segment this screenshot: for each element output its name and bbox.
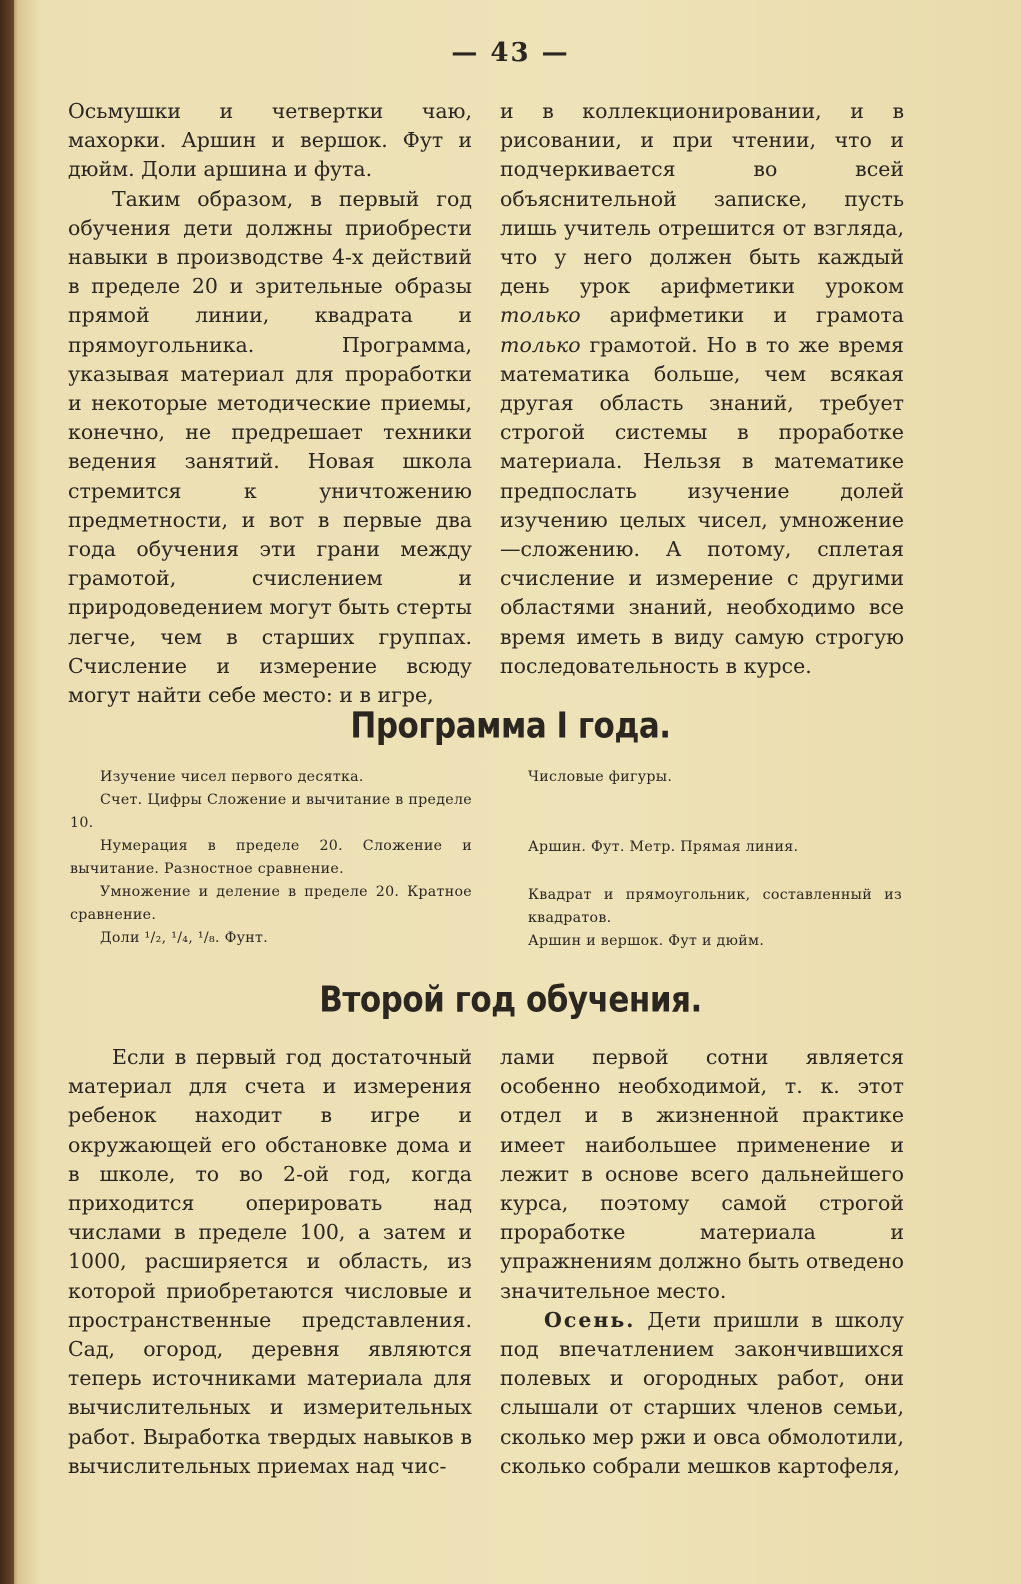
paragraph: Таким образом, в первый год обучения дети должны приобрести навыки в производстве 4-х действий в пределе 20 и зрительные образы прямой линии, квадрата и прямоугольника. Программа, указывая материал для проработки и некоторые методические приемы, конечно, не предрешает техники ведения занятий. Новая школа стремится к уничтожению предметности, и вот в первые два года обучения эти грани между грамотой, счислением и природоведением могут быть стерты легче, чем в старших группах. Счисление и измерение всюду могут найти себе место: и в игре,	[68, 186, 472, 708]
top-right-column	[500, 97, 904, 681]
book-spine	[0, 0, 14, 1584]
emphasis: только	[500, 303, 581, 328]
paragraph: лами первой сотни является особенно необходимой, т. к. этот отдел и в жизненной практике имеет наибольшее применение и лежит в основе всего дальнейшего курса, поэтому самой строгой проработке материала и упражнениям должно быть отведено значительное место.	[500, 1045, 904, 1303]
paragraph: Если в первый год достаточный материал для счета и измерения ребенок находит в игре и окружающей его обстановке дома и в школе, то во 2-ой год, когда приходится оперировать над числами в пределе 100, а затем и 1000, расширяется и область, из которой приобретаются числовые и пространственные представления. Сад, огород, деревня являются теперь источниками материала для вычислительных и измерительных работ. Выработка твердых навыков в вычислительных приемах над чис-	[68, 1045, 472, 1478]
top-left-column	[68, 97, 472, 710]
program-item: Счет. Цифры Сложение и вычитание в пределе 10.	[70, 792, 472, 831]
emphasis: только	[500, 332, 581, 357]
paragraph	[500, 1306, 904, 1481]
program-item: Числовые фигуры.	[528, 769, 673, 785]
program-item: Аршин. Фут. Метр. Прямая линия.	[528, 839, 799, 855]
text-run: грамотой. Но в то же время математика больше, чем всякая другая область знаний, требует строгой системы в проработке материала. Нельзя в математике предпослать изучение долей изучению целых чисел, умножение—сложению. А потому, сплетая счисление и измерение с другими областями знаний, необходимо все время иметь в виду самую строгую последовательность в курсе.	[500, 332, 904, 678]
text-run: Дети пришли в школу под впечатлением закончившихся полевых и огородных работ, они слышали от старших членов семьи, сколько мер ржи и овса обмолотили, сколько собрали мешков картофеля,	[500, 1307, 904, 1478]
paragraph	[500, 97, 904, 681]
program-heading: Программа I года.	[350, 705, 671, 747]
page-number: — 43 —	[451, 38, 570, 68]
program-item: Умножение и деление в пределе 20. Кратное сравнение.	[70, 884, 472, 923]
season-label: Осень.	[544, 1307, 636, 1332]
text-run: и в коллекционировании, и в рисовании, и при чтении, что и подчеркивается во всей объяснительной записке, пусть лишь учитель отрешится от взгляда, что у него должен быть каждый день урок арифметики уроком	[500, 99, 904, 299]
paragraph: Осьмушки и четвертки чаю, махорки. Аршин и вершок. Фут и дюйм. Доли аршина и фута.	[68, 99, 472, 182]
program-item: Доли ¹/₂, ¹/₄, ¹/₈. Фунт.	[100, 930, 269, 946]
program-item: Аршин и вершок. Фут и дюйм.	[528, 933, 765, 949]
program-item: Квадрат и прямоугольник, составленный из квадратов.	[528, 887, 902, 926]
program-item: Нумерация в пределе 20. Сложение и вычитание. Разностное сравнение.	[70, 838, 472, 877]
program-item: Изучение чисел первого десятка.	[100, 769, 364, 785]
text-run: арифметики и грамота	[609, 303, 904, 328]
program-right-item-1	[528, 766, 902, 789]
program-left-list	[70, 766, 472, 950]
bottom-right-column	[500, 1043, 904, 1481]
bottom-left-column	[68, 1043, 472, 1481]
program-right-item-3	[528, 884, 902, 953]
second-year-heading: Второй год обучения.	[319, 979, 702, 1021]
program-right-item-2	[528, 836, 902, 859]
